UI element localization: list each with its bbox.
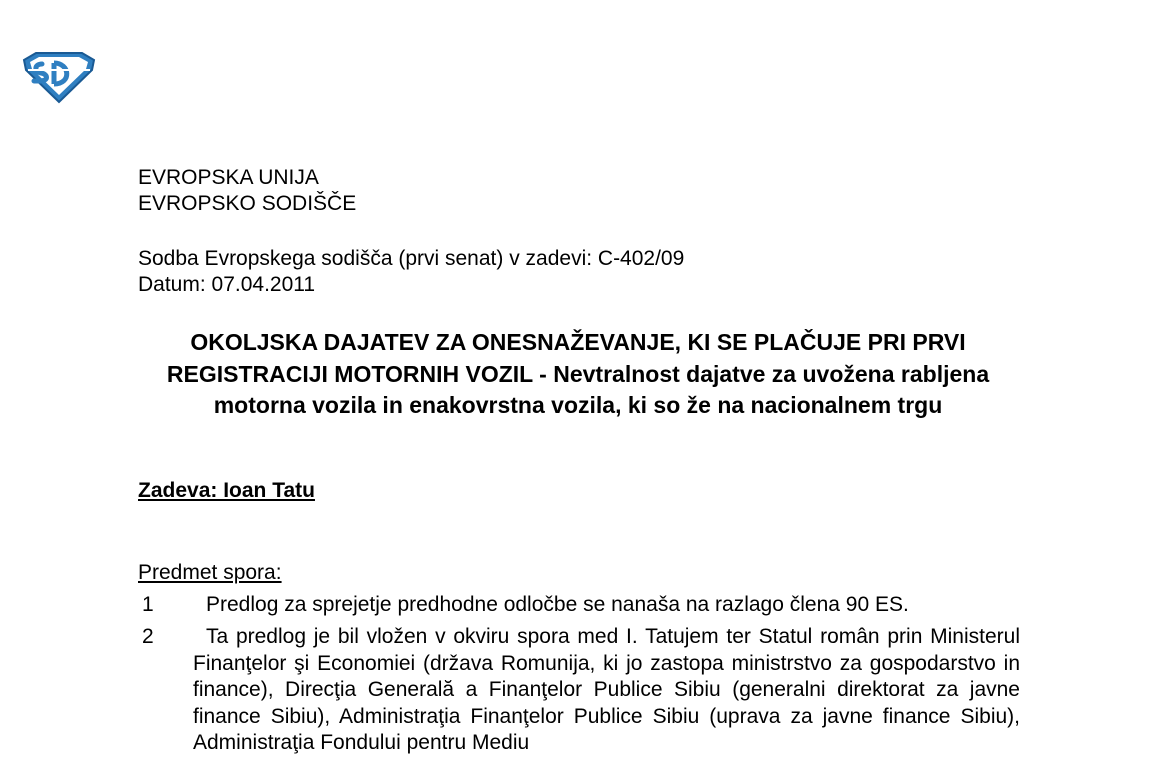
paragraph-text: Ta predlog je bil vložen v okviru spora med I. Tatujem ter Statul român prin Ministerul Finanţelor şi Economiei (država Romunija, ki jo zastopa ministrstvo za gospodarstvo in finance), Direcţia Generală a Finanţelor Publice Sibiu (generalni direktorat za javne finance Sibiu), Administraţia Finanţelor Publice Sibiu (uprava za javne finance Sibiu), Administraţia Fondului pentru Mediu [193,625,1020,754]
judgment-line: Sodba Evropskega sodišča (prvi senat) v zadevi: C-402/09 [138,247,685,270]
subject-heading: Predmet spora: [138,561,282,584]
paragraph [138,592,1020,619]
date-line: Datum: 07.04.2011 [138,273,316,296]
case-info [138,246,684,298]
paragraph-number: 2 [142,625,154,648]
paragraph-text: Predlog za sprejetje predhodne odločbe se nanaša na razlago člena 90 ES. [206,593,909,616]
paragraph-number: 1 [142,593,154,616]
paragraph [138,624,1020,757]
court-line: EVROPSKO SODIŠČE [138,192,357,215]
company-logo [22,50,96,104]
parties-line: Zadeva: Ioan Tatu [138,479,315,502]
court-header [138,165,356,217]
document-title: OKOLJSKA DAJATEV ZA ONESNAŽEVANJE, KI SE PLAČUJE PRI PRVI REGISTRACIJI MOTORNIH VOZIL - Nevtralnost dajatve za uvožena rabljena motorna vozila in enakovrstna vozila, ki so že na nacionalnem trgu [166,329,990,418]
union-line: EVROPSKA UNIJA [138,166,319,189]
